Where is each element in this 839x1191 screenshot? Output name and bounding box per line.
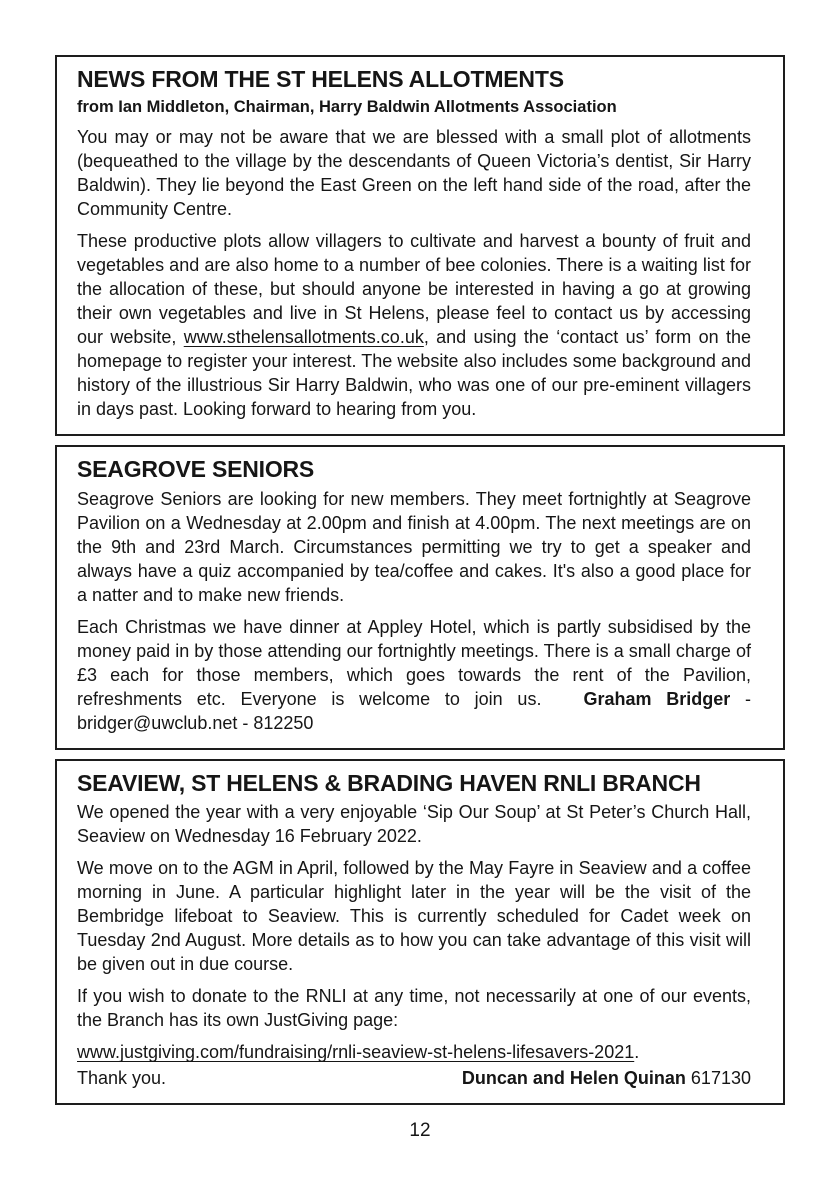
rnli-signature-row xyxy=(77,1066,751,1090)
rnli-signature xyxy=(462,1066,751,1090)
article-allotments-paragraph-1: You may or may not be aware that we are blessed with a small plot of allotments (bequeathed to the village by the descendants of Queen Victoria’s dentist, Sir Harry Baldwin). They lie beyond the East Green on the left hand side of the road, after the Community Centre. xyxy=(77,127,751,220)
article-seagrove-paragraph-2 xyxy=(77,615,751,735)
article-seagrove-paragraph-1: Seagrove Seniors are looking for new members. They meet fortnightly at Seagrove Pavilion on a Wednesday at 2.00pm and finish at 4.00pm. The next meetings are on the 9th and 23rd March. Circumstances permitting we try to get a speaker and always have a quiz accompanied by tea/coffee and cakes. It's also a good place for a natter and to make new friends. xyxy=(77,488,751,605)
rnli-justgiving-line xyxy=(77,1040,751,1064)
article-seagrove-title: SEAGROVE SENIORS xyxy=(77,456,315,483)
allotments-website-link[interactable]: www.sthelensallotments.co.uk xyxy=(183,327,424,348)
rnli-signature-name: Duncan and Helen Quinan xyxy=(461,1068,686,1089)
article-allotments xyxy=(55,55,785,436)
allotments-paragraph-2-text: These productive plots allow villagers to cultivate and harvest a bounty of fruit and vegetables and are also home to a number of bee colonies. There is a waiting list for the allocation of these, but should anyone be interested in having a go at growing their own vegetables and live in St Helens, please feel to contact us by accessing our website, xyxy=(77,231,751,348)
article-allotments-title: NEWS FROM THE ST HELENS ALLOTMENTS xyxy=(77,66,564,92)
article-rnli-paragraph-3: If you wish to donate to the RNLI at any time, not necessarily at one of our events, the Branch has its own JustGiving page: xyxy=(77,986,751,1031)
article-allotments-paragraph-2 xyxy=(77,229,751,421)
rnli-justgiving-link-period: . xyxy=(634,1042,640,1063)
page-number: 12 xyxy=(409,1120,431,1142)
seagrove-contact-details: - bridger@uwclub.net - 812250 xyxy=(77,688,751,733)
article-allotments-byline: from Ian Middleton, Chairman, Harry Baldwin Allotments Association xyxy=(77,97,617,116)
article-rnli-branch xyxy=(55,759,785,1106)
seagrove-paragraph-2-text: Each Christmas we have dinner at Appley Hotel, which is partly subsidised by the money paid in by those attending our fortnightly meetings. There is a small charge of £3 each for those members, which goes towards the rent of the Pavilion, refreshments etc. Everyone is welcome to join us. xyxy=(77,616,751,709)
article-rnli-paragraph-1: We opened the year with a very enjoyable ‘Sip Our Soup’ at St Peter’s Church Hall, Seaview on Wednesday 16 February 2022. xyxy=(77,802,751,847)
article-rnli-title: SEAVIEW, ST HELENS & BRADING HAVEN RNLI BRANCH xyxy=(77,769,701,796)
allotments-paragraph-2-continuation: , and using the ‘contact us’ form on the homepage to register your interest. The website also includes some background and history of the illustrious Sir Harry Baldwin, who was one of our pre-eminent villagers in days past. Looking forward to hearing from you. xyxy=(77,327,751,420)
seagrove-contact-name: Graham Bridger xyxy=(583,688,731,709)
article-seagrove-seniors xyxy=(55,445,785,750)
rnli-thanks-text: Thank you. xyxy=(77,1068,167,1089)
rnli-signature-phone: 617130 xyxy=(690,1068,751,1089)
article-rnli-paragraph-2: We move on to the AGM in April, followed by the May Fayre in Seaview and a coffee morning in June. A particular highlight later in the year will be the visit of the Bembridge lifeboat to Seaview. This is currently scheduled for Cadet week on Tuesday 2nd August. More details as to how you can take advantage of this visit will be given out in due course. xyxy=(77,858,751,975)
rnli-justgiving-link[interactable]: www.justgiving.com/fundraising/rnli-seaview-st-helens-lifesavers-2021 xyxy=(77,1042,635,1063)
